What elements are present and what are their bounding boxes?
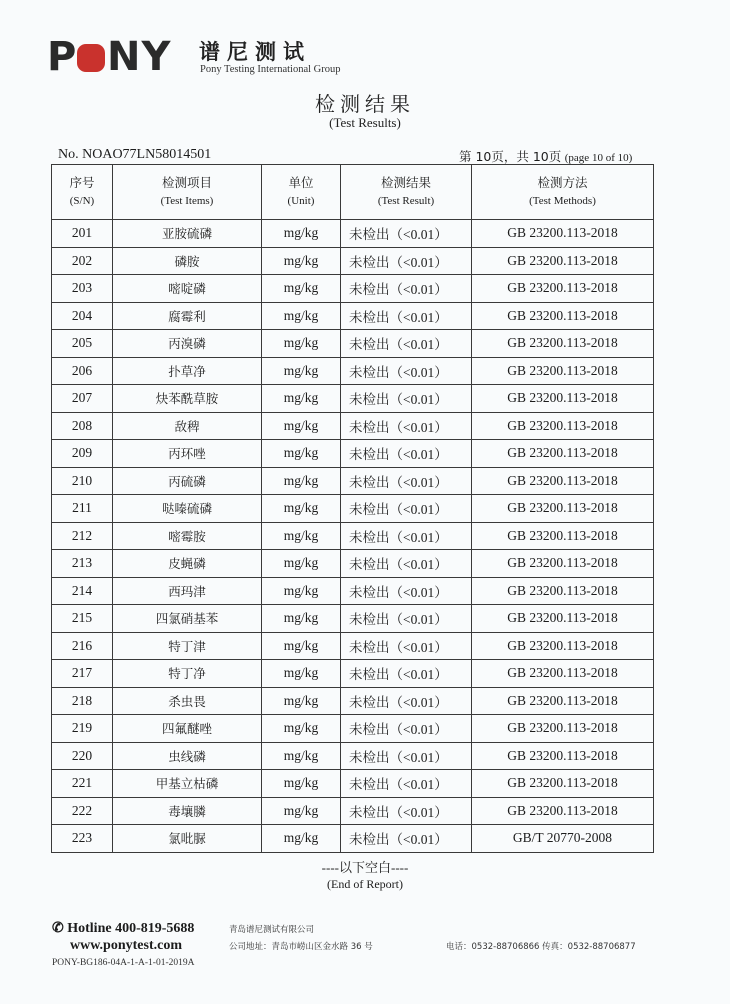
end-of-report-cn: ----以下空白----: [321, 860, 409, 875]
sn-cell: 217: [52, 660, 113, 688]
company-address: 公司地址：青岛市崂山区金水路 36 号: [229, 942, 373, 952]
sn-cell: 205: [52, 330, 113, 358]
method-cell: GB 23200.113-2018: [472, 632, 654, 660]
test-item-cell: 甲基立枯磷: [113, 770, 262, 798]
unit-cell: mg/kg: [262, 220, 341, 248]
sn-cell: 212: [52, 522, 113, 550]
test-item-cell: 腐霉利: [113, 302, 262, 330]
table-row: [52, 247, 654, 275]
company-logo: [47, 37, 193, 84]
method-cell: GB 23200.113-2018: [472, 605, 654, 633]
result-cell: 未检出（<0.01）: [341, 275, 472, 303]
test-item-cell: 嘧霉胺: [113, 522, 262, 550]
test-item-cell: 丙硫磷: [113, 467, 262, 495]
unit-cell: mg/kg: [262, 687, 341, 715]
unit-cell: mg/kg: [262, 770, 341, 798]
sn-cell: 203: [52, 275, 113, 303]
result-cell: 未检出（<0.01）: [341, 522, 472, 550]
table-row: [52, 220, 654, 248]
sn-cell: 210: [52, 467, 113, 495]
unit-cell: mg/kg: [262, 302, 341, 330]
method-cell: GB 23200.113-2018: [472, 412, 654, 440]
sn-cell: 202: [52, 247, 113, 275]
table-row: [52, 825, 654, 853]
method-cell: GB 23200.113-2018: [472, 385, 654, 413]
page-info-cn: 第 10页，共 10页: [459, 149, 562, 164]
table-row: [52, 742, 654, 770]
sn-cell: 221: [52, 770, 113, 798]
sn-cell: 219: [52, 715, 113, 743]
sn-cell: 216: [52, 632, 113, 660]
form-number: PONY-BG186-04A-1-A-1-01-2019A: [52, 958, 195, 968]
table-row: [52, 577, 654, 605]
result-cell: 未检出（<0.01）: [341, 550, 472, 578]
result-cell: 未检出（<0.01）: [341, 632, 472, 660]
unit-cell: mg/kg: [262, 577, 341, 605]
table-row: [52, 467, 654, 495]
test-item-cell: 扑草净: [113, 357, 262, 385]
end-of-report-en: (End of Report): [327, 877, 403, 891]
result-cell: 未检出（<0.01）: [341, 687, 472, 715]
header-test-methods: 检测方法 (Test Methods): [472, 165, 654, 220]
method-cell: GB 23200.113-2018: [472, 770, 654, 798]
table-row: [52, 522, 654, 550]
unit-cell: mg/kg: [262, 330, 341, 358]
unit-cell: mg/kg: [262, 467, 341, 495]
test-item-cell: 敌稗: [113, 412, 262, 440]
table-row: [52, 660, 654, 688]
sn-cell: 209: [52, 440, 113, 468]
test-item-cell: 哒嗪硫磷: [113, 495, 262, 523]
header-sn: 序号 (S/N): [52, 165, 113, 220]
test-item-cell: 毒壤膦: [113, 797, 262, 825]
table-row: [52, 770, 654, 798]
website-link[interactable]: www.ponytest.com: [70, 938, 182, 953]
table-header-row: [52, 165, 654, 220]
result-cell: 未检出（<0.01）: [341, 715, 472, 743]
method-cell: GB 23200.113-2018: [472, 467, 654, 495]
method-cell: GB 23200.113-2018: [472, 275, 654, 303]
test-item-cell: 皮蝇磷: [113, 550, 262, 578]
unit-cell: mg/kg: [262, 440, 341, 468]
method-cell: GB 23200.113-2018: [472, 715, 654, 743]
pony-logo-icon: [47, 37, 193, 77]
method-cell: GB 23200.113-2018: [472, 797, 654, 825]
hotline: [52, 920, 194, 937]
table-row: [52, 357, 654, 385]
header-test-items: 检测项目 (Test Items): [113, 165, 262, 220]
method-cell: GB 23200.113-2018: [472, 660, 654, 688]
header-test-result: 检测结果 (Test Result): [341, 165, 472, 220]
test-item-cell: 四氟醚唑: [113, 715, 262, 743]
unit-cell: mg/kg: [262, 742, 341, 770]
table-row: [52, 605, 654, 633]
table-row: [52, 632, 654, 660]
result-cell: 未检出（<0.01）: [341, 605, 472, 633]
sn-cell: 220: [52, 742, 113, 770]
header-unit: 单位 (Unit): [262, 165, 341, 220]
unit-cell: mg/kg: [262, 825, 341, 853]
unit-cell: mg/kg: [262, 797, 341, 825]
svg-text:NY: NY: [107, 37, 172, 77]
unit-cell: mg/kg: [262, 550, 341, 578]
method-cell: GB 23200.113-2018: [472, 357, 654, 385]
method-cell: GB 23200.113-2018: [472, 330, 654, 358]
method-cell: GB 23200.113-2018: [472, 577, 654, 605]
result-cell: 未检出（<0.01）: [341, 302, 472, 330]
test-item-cell: 西玛津: [113, 577, 262, 605]
test-item-cell: 杀虫畏: [113, 687, 262, 715]
result-cell: 未检出（<0.01）: [341, 770, 472, 798]
method-cell: GB 23200.113-2018: [472, 495, 654, 523]
sn-cell: 222: [52, 797, 113, 825]
sn-cell: 223: [52, 825, 113, 853]
table-row: [52, 495, 654, 523]
result-cell: 未检出（<0.01）: [341, 247, 472, 275]
brand-chinese-name: 谱尼测试: [199, 40, 311, 64]
table-row: [52, 330, 654, 358]
unit-cell: mg/kg: [262, 522, 341, 550]
report-title-cn: 检测结果: [315, 92, 415, 116]
result-cell: 未检出（<0.01）: [341, 220, 472, 248]
sn-cell: 207: [52, 385, 113, 413]
result-cell: 未检出（<0.01）: [341, 357, 472, 385]
result-cell: 未检出（<0.01）: [341, 577, 472, 605]
method-cell: GB 23200.113-2018: [472, 550, 654, 578]
method-cell: GB 23200.113-2018: [472, 742, 654, 770]
result-cell: 未检出（<0.01）: [341, 385, 472, 413]
unit-cell: mg/kg: [262, 605, 341, 633]
unit-cell: mg/kg: [262, 660, 341, 688]
method-cell: GB 23200.113-2018: [472, 522, 654, 550]
results-table: [51, 164, 654, 853]
table-row: [52, 715, 654, 743]
unit-cell: mg/kg: [262, 632, 341, 660]
test-item-cell: 丙环唑: [113, 440, 262, 468]
test-item-cell: 虫线磷: [113, 742, 262, 770]
sn-cell: 213: [52, 550, 113, 578]
report-title-en: (Test Results): [329, 115, 401, 130]
table-row: [52, 385, 654, 413]
method-cell: GB/T 20770-2008: [472, 825, 654, 853]
result-cell: 未检出（<0.01）: [341, 440, 472, 468]
test-item-cell: 嘧啶磷: [113, 275, 262, 303]
method-cell: GB 23200.113-2018: [472, 302, 654, 330]
test-item-cell: 氯吡脲: [113, 825, 262, 853]
sn-cell: 206: [52, 357, 113, 385]
test-item-cell: 磷胺: [113, 247, 262, 275]
test-item-cell: 炔苯酰草胺: [113, 385, 262, 413]
test-item-cell: 特丁净: [113, 660, 262, 688]
result-cell: 未检出（<0.01）: [341, 412, 472, 440]
hotline-text: Hotline 400-819-5688: [67, 921, 195, 936]
result-cell: 未检出（<0.01）: [341, 825, 472, 853]
test-item-cell: 亚胺硫磷: [113, 220, 262, 248]
table-row: [52, 687, 654, 715]
brand-english-name: Pony Testing International Group: [200, 64, 341, 75]
method-cell: GB 23200.113-2018: [472, 220, 654, 248]
page-info-en: (page 10 of 10): [564, 152, 633, 164]
test-item-cell: 四氯硝基苯: [113, 605, 262, 633]
unit-cell: mg/kg: [262, 247, 341, 275]
unit-cell: mg/kg: [262, 357, 341, 385]
test-item-cell: 特丁津: [113, 632, 262, 660]
test-item-cell: 丙溴磷: [113, 330, 262, 358]
sn-cell: 218: [52, 687, 113, 715]
sn-cell: 214: [52, 577, 113, 605]
unit-cell: mg/kg: [262, 495, 341, 523]
sn-cell: 201: [52, 220, 113, 248]
sn-cell: 208: [52, 412, 113, 440]
table-row: [52, 550, 654, 578]
unit-cell: mg/kg: [262, 275, 341, 303]
result-cell: 未检出（<0.01）: [341, 330, 472, 358]
sn-cell: 211: [52, 495, 113, 523]
table-row: [52, 275, 654, 303]
company-name: 青岛谱尼测试有限公司: [229, 925, 315, 935]
result-cell: 未检出（<0.01）: [341, 742, 472, 770]
table-row: [52, 412, 654, 440]
result-cell: 未检出（<0.01）: [341, 467, 472, 495]
sn-cell: 204: [52, 302, 113, 330]
table-row: [52, 797, 654, 825]
method-cell: GB 23200.113-2018: [472, 247, 654, 275]
phone-icon: ✆: [52, 921, 64, 936]
method-cell: GB 23200.113-2018: [472, 440, 654, 468]
table-row: [52, 302, 654, 330]
svg-text:P: P: [47, 37, 78, 77]
report-number: No. NOAO77LN58014501: [58, 147, 212, 162]
result-cell: 未检出（<0.01）: [341, 495, 472, 523]
result-cell: 未检出（<0.01）: [341, 660, 472, 688]
method-cell: GB 23200.113-2018: [472, 687, 654, 715]
unit-cell: mg/kg: [262, 412, 341, 440]
sn-cell: 215: [52, 605, 113, 633]
result-cell: 未检出（<0.01）: [341, 797, 472, 825]
unit-cell: mg/kg: [262, 715, 341, 743]
company-contact: 电话：0532-88706866 传真：0532-88706877: [446, 942, 636, 952]
unit-cell: mg/kg: [262, 385, 341, 413]
table-row: [52, 440, 654, 468]
